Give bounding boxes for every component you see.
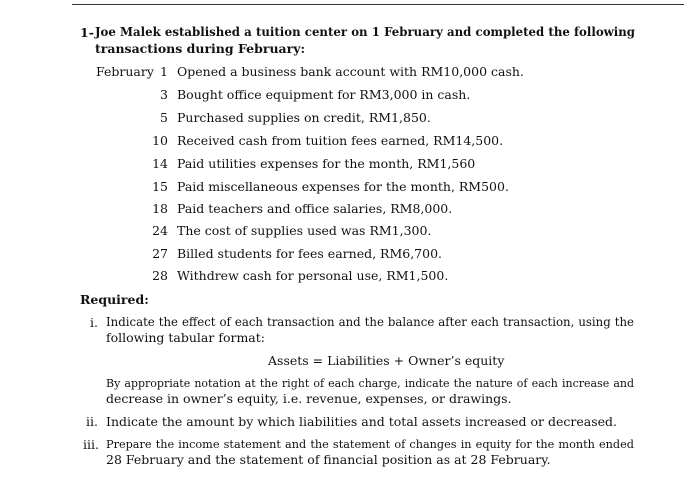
item-i-note-2: decrease in owner’s equity, i.e. revenue, expenses, or drawings. <box>106 391 512 406</box>
item-i-note-1: By appropriate notation at the right of each charge, indicate the nature of each increase and <box>106 377 634 390</box>
item-number-i: i. <box>90 315 98 330</box>
transaction-text: Withdrew cash for personal use, RM1,500. <box>177 268 449 283</box>
question-line-1: Joe Malek established a tuition center on 1 February and completed the following <box>95 25 635 39</box>
question-number: 1- <box>80 25 94 40</box>
transaction-day: 27 <box>152 246 168 261</box>
month-label: February <box>96 64 154 79</box>
transaction-day: 18 <box>152 201 168 216</box>
item-number-iii: iii. <box>83 437 99 452</box>
transaction-day: 3 <box>160 87 168 102</box>
transaction-text: Paid teachers and office salaries, RM8,000. <box>177 201 453 216</box>
item-ii-line-1: Indicate the amount by which liabilities and total assets increased or decreased. <box>106 414 617 429</box>
accounting-equation: Assets = Liabilities + Owner’s equity <box>268 353 505 368</box>
transaction-day: 10 <box>152 133 168 148</box>
transaction-text: Paid miscellaneous expenses for the month, RM500. <box>177 179 509 194</box>
item-i-line-1: Indicate the effect of each transaction and the balance after each transaction, using the <box>106 315 634 329</box>
transaction-day: 14 <box>152 156 168 171</box>
transaction-text: Opened a business bank account with RM10,000 cash. <box>177 64 524 79</box>
transaction-text: Billed students for fees earned, RM6,700. <box>177 246 443 261</box>
top-rule <box>72 4 684 5</box>
transaction-text: Received cash from tuition fees earned, RM14,500. <box>177 133 504 148</box>
transaction-day: 24 <box>152 223 168 238</box>
transaction-text: Purchased supplies on credit, RM1,850. <box>177 110 431 125</box>
item-iii-line-1: Prepare the income statement and the statement of changes in equity for the month ended <box>106 438 634 451</box>
transaction-day: 5 <box>160 110 168 125</box>
transaction-day: 15 <box>152 179 168 194</box>
transaction-text: Paid utilities expenses for the month, RM1,560 <box>177 156 476 171</box>
transaction-text: Bought office equipment for RM3,000 in cash. <box>177 87 471 102</box>
transaction-day: 28 <box>152 268 168 283</box>
transaction-text: The cost of supplies used was RM1,300. <box>177 223 432 238</box>
item-iii-line-2: 28 February and the statement of financial position as at 28 February. <box>106 452 551 467</box>
transaction-day: 1 <box>160 64 168 79</box>
question-line-2: transactions during February: <box>95 41 306 56</box>
item-i-line-2: following tabular format: <box>106 330 265 345</box>
required-heading: Required: <box>80 292 149 307</box>
item-number-ii: ii. <box>86 414 98 429</box>
